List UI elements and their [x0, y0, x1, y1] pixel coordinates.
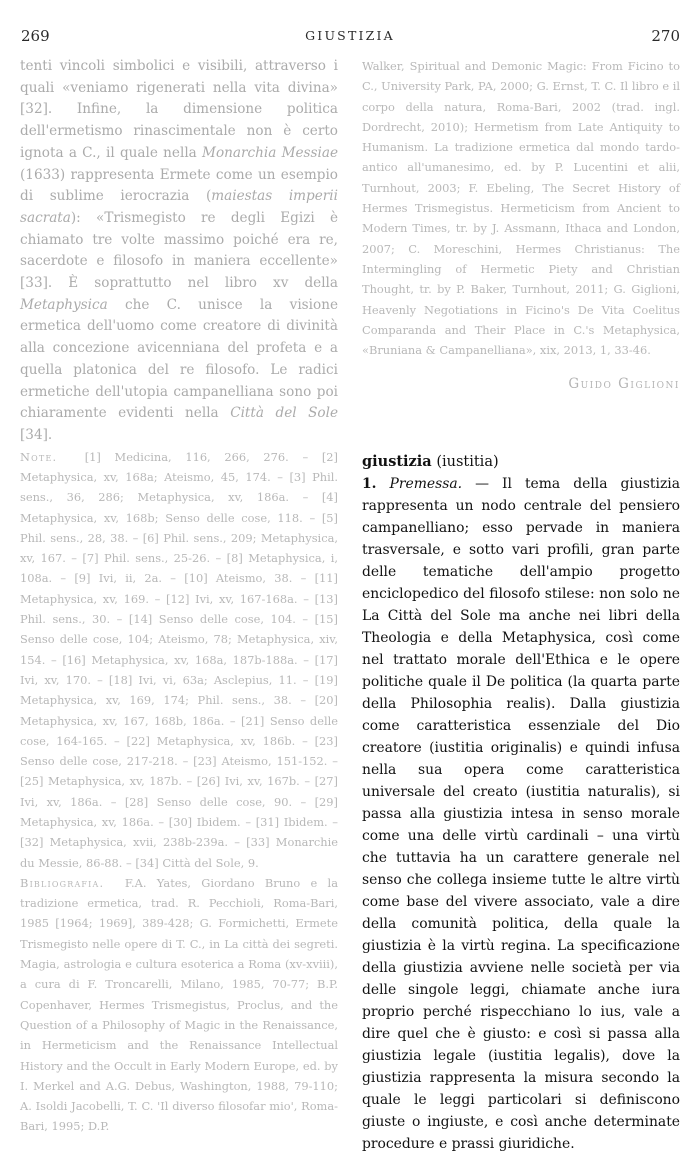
body-text-segment: che C. unisce la visione ermetica dell'uomo come creatore di divinità alla concezione avicenniana del profeta e a quella platonica del re filosofo. Le radici ermetiche dell'utopia campanelliana sono poi chiaramente evidenti nella [20, 296, 338, 422]
right-column [362, 56, 680, 1155]
notes-label: Note. [20, 449, 58, 464]
body-text-segment: [34]. [20, 426, 53, 443]
body-text-italic: Monarchia Messiae [202, 144, 339, 161]
body-text-segment: (1633) rappresenta Ermete come un esempio di sublime ierocrazia ( [20, 166, 338, 205]
entry-title: giustizia [362, 453, 432, 471]
author-signature: Guido Giglioni [568, 376, 680, 393]
page-number-left: 269 [21, 27, 50, 45]
section-premessa [362, 473, 680, 1155]
entry-latin-title: (iustitia) [436, 454, 499, 471]
bibliography-label: Bibliografia. [20, 875, 105, 890]
section-text: — Il tema della giustizia rappresenta un nodo centrale del pensiero campanelliano; esso pervade in maniera trasversale, e sotto vari profili, gran parte delle tematiche dell'ampio progetto enciclopedico del filosofo stilese: non solo ne La Città del Sole ma anche nei libri della Theologia e della Metaphysica, così come nel trattato morale dell'Ethica e le opere politiche quale il De politica (la quarta parte della Philosophia realis). Dalla giustizia come caratteristica essenziale del Dio creatore (iustitia originalis) e quindi infusa nella sua opera come caratteristica universale del creato (iustitia naturalis), si passa alla giustizia intesa in senso morale come una delle virtù cardinali – una virtù che tuttavia ha un carattere generale nel senso che collega insieme tutte le altre virtù come base del vivere associato, vale a dire della comunità politica, della quale la giustizia è la virtù regina. La specificazione della giustizia avviene nelle società per via delle singole leggi, chiamate anche iura proprio perché rispecchiano lo ius, vale a dire quel che è giusto: e così si passa alla giustizia legale (iustitia legalis), dove la giustizia rappresenta la misura secondo la quale le leggi particolari si definiscono giuste o ingiuste, e così anche determinate procedure e prassi giuridiche. [362, 476, 680, 1153]
notes-text: [1] Medicina, 116, 266, 276. – [2] Metaphysica, xv, 168a; Ateismo, 45, 174. – [3] Phil. sens., 36, 286; Metaphysica, xv, 186a. – [4] Metaphysica, xv, 168b; Senso delle cose, 118. – [5] Phil. sens., 28, 38. – [6] Phil. sens., 209; Metaphysica, xv, 167. – [7] Phil. sens., 25-26. – [8] Metaphysica, i, 108a. – [9] Ivi, ii, 2a. – [10] Ateismo, 38. – [11] Metaphysica, xv, 169. – [12] Ivi, xv, 167-168a. – [13] Phil. sens., 30. – [14] Senso delle cose, 104. – [15] Senso delle cose, 104; Ateismo, 78; Metaphysica, xiv, 154. – [16] Metaphysica, xv, 168a, 187b-188a. – [17] Ivi, xv, 170. – [18] Ivi, vi, 63a; Asclepius, 11. – [19] Metaphysica, xv, 169, 174; Phil. sens., 38. – [20] Metaphysica, xv, 167, 168b, 186a. – [21] Senso delle cose, 164-165. – [22] Metaphysica, xv, 186b. – [23] Senso delle cose, 217-218. – [23] Ateismo, 151-152. – [25] Metaphysica, xv, 187b. – [26] Ivi, xv, 167b. – [27] Ivi, xv, 186a. – [28] Senso delle cose, 90. – [29] Metaphysica, xv, 186a. – [30] Ibidem. – [31] Ibidem. – [32] Metaphysica, xvii, 238b-239a. – [33] Monarchie du Messie, 86-88. – [34] Città del Sole, 9. [20, 449, 338, 870]
bibliography-block [20, 873, 338, 1137]
section-number: 1. [362, 476, 377, 493]
bibliography-text: F.A. Yates, Giordano Bruno e la tradizione ermetica, trad. R. Pecchioli, Roma-Bari, 1985 [1964; 1969], 389-428; G. Formichetti, Ermete Trismegisto nelle opere di T. C., in La città dei segreti. Magia, astrologia e cultura esoterica a Roma (xv-xviii), a cura di F. Troncarelli, Milano, 1985, 70-77; B.P. Copenhaver, Hermes Trismegistus, Proclus, and the Question of a Philosophy of Magic in the Renaissance, in Hermeticism and the Renaissance Intellectual History and the Occult in Early Modern Europe, ed. by I. Merkel and A.G. Debus, Washington, 1988, 79-110; A. Isoldi Jacobelli, T. C. 'Il diverso filosofar mio', Roma-Bari, 1995; D.P. [20, 875, 338, 1134]
body-text-segment: tenti vincoli simbolici e visibili, attraverso i quali «veniamo rigenerati nella vita divina» [32]. Infine, la dimensione politica dell'ermetismo rinascimentale non è certo ignota a C., il quale nella [20, 58, 338, 161]
body-text-segment: ): «Trismegisto re degli Egizi è chiamato tre volte massimo poiché era re, sacerdote e filosofo in maniera eccellente» [33]. È soprattutto nel libro xv della [20, 209, 338, 292]
bibliography-continued: Walker, Spiritual and Demonic Magic: From Ficino to C., University Park, PA, 2000; G. Ernst, T. C. Il libro e il corpo della natura, Roma-Bari, 2002 (trad. ingl. Dordrecht, 2010); Hermetism from Late Antiquity to Humanism. La tradizione ermetica dal mondo tardo-antico all'umanesimo, ed. by P. Lucentini et alii, Turnhout, 2003; F. Ebeling, The Secret History of Hermes Trismegistus. Hermeticism from Ancient to Modern Times, tr. by J. Assmann, Ithaca and London, 2007; C. Moreschini, Hermes Christianus: The Intermingling of Hermetic Piety and Christian Thought, tr. by P. Baker, Turnhout, 2011; G. Giglioni, Heavenly Negotiations in Ficino's De Vita Coelitus Comparanda and Their Place in C.'s Metaphysica, «Bruniana & Campanelliana», xix, 2013, 1, 33-46. [362, 59, 680, 358]
body-text-italic: maiestas imperii sacrata [20, 188, 338, 226]
section-title: Premessa. [389, 476, 463, 493]
running-title: GIUSTIZIA [305, 28, 395, 43]
entry-heading [362, 451, 680, 473]
body-text-italic: Metaphysica [20, 296, 108, 313]
left-column [20, 56, 338, 1137]
notes-block [20, 447, 338, 873]
body-text-italic: Città del Sole [230, 405, 338, 422]
left-body-text [20, 56, 338, 447]
page-number-right: 270 [651, 27, 680, 45]
